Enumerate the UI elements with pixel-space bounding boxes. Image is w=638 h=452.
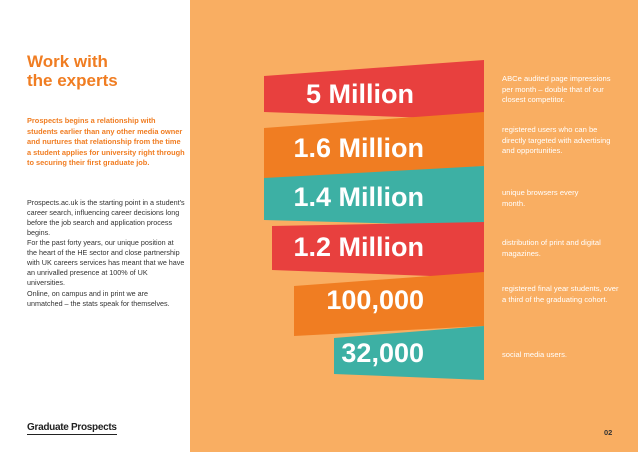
stat-value-4: 1.2 Million xyxy=(293,232,424,262)
stat-description-3: unique browsers every month. xyxy=(502,188,579,208)
stat-description-2: registered users who can be directly targeted with advertising and opportunities. xyxy=(502,125,611,155)
paragraph-2: For the past forty years, our unique position at the heart of the HE sector and close partnership with UK careers services has meant that we have an unrivalled presence at 100% of UK universities. xyxy=(27,238,185,287)
logo-text: Graduate Prospects xyxy=(27,422,117,433)
stat-description-5: registered final year students, over a third of the graduating cohort. xyxy=(502,284,619,304)
heading-line-2: the experts xyxy=(27,71,118,90)
stat-value-3: 1.4 Million xyxy=(293,182,424,212)
stat-value-1: 5 Million xyxy=(306,79,414,109)
stat-description-1: ABCe audited page impressions per month – double that of our closest competitor. xyxy=(502,74,611,104)
heading-line-1: Work with xyxy=(27,52,108,71)
intro-text: Prospects begins a relationship with students earlier than any other media owner and nurtures that relationship from the time a student applies for university right through to securing their first graduate job. xyxy=(27,116,185,167)
page-number: 02 xyxy=(604,428,613,437)
stat-description-4: distribution of print and digital magazines. xyxy=(502,238,601,258)
stat-value-5: 100,000 xyxy=(326,285,424,315)
stat-value-2: 1.6 Million xyxy=(293,133,424,163)
paragraph-1: Prospects.ac.uk is the starting point in a student's career search, influencing career decisions long before the job search and application process begins. xyxy=(27,198,185,237)
stat-description-6: social media users. xyxy=(502,350,567,359)
stat-value-6: 32,000 xyxy=(341,338,424,368)
paragraph-3: Online, on campus and in print we are unmatched – the stats speak for themselves. xyxy=(27,289,170,308)
